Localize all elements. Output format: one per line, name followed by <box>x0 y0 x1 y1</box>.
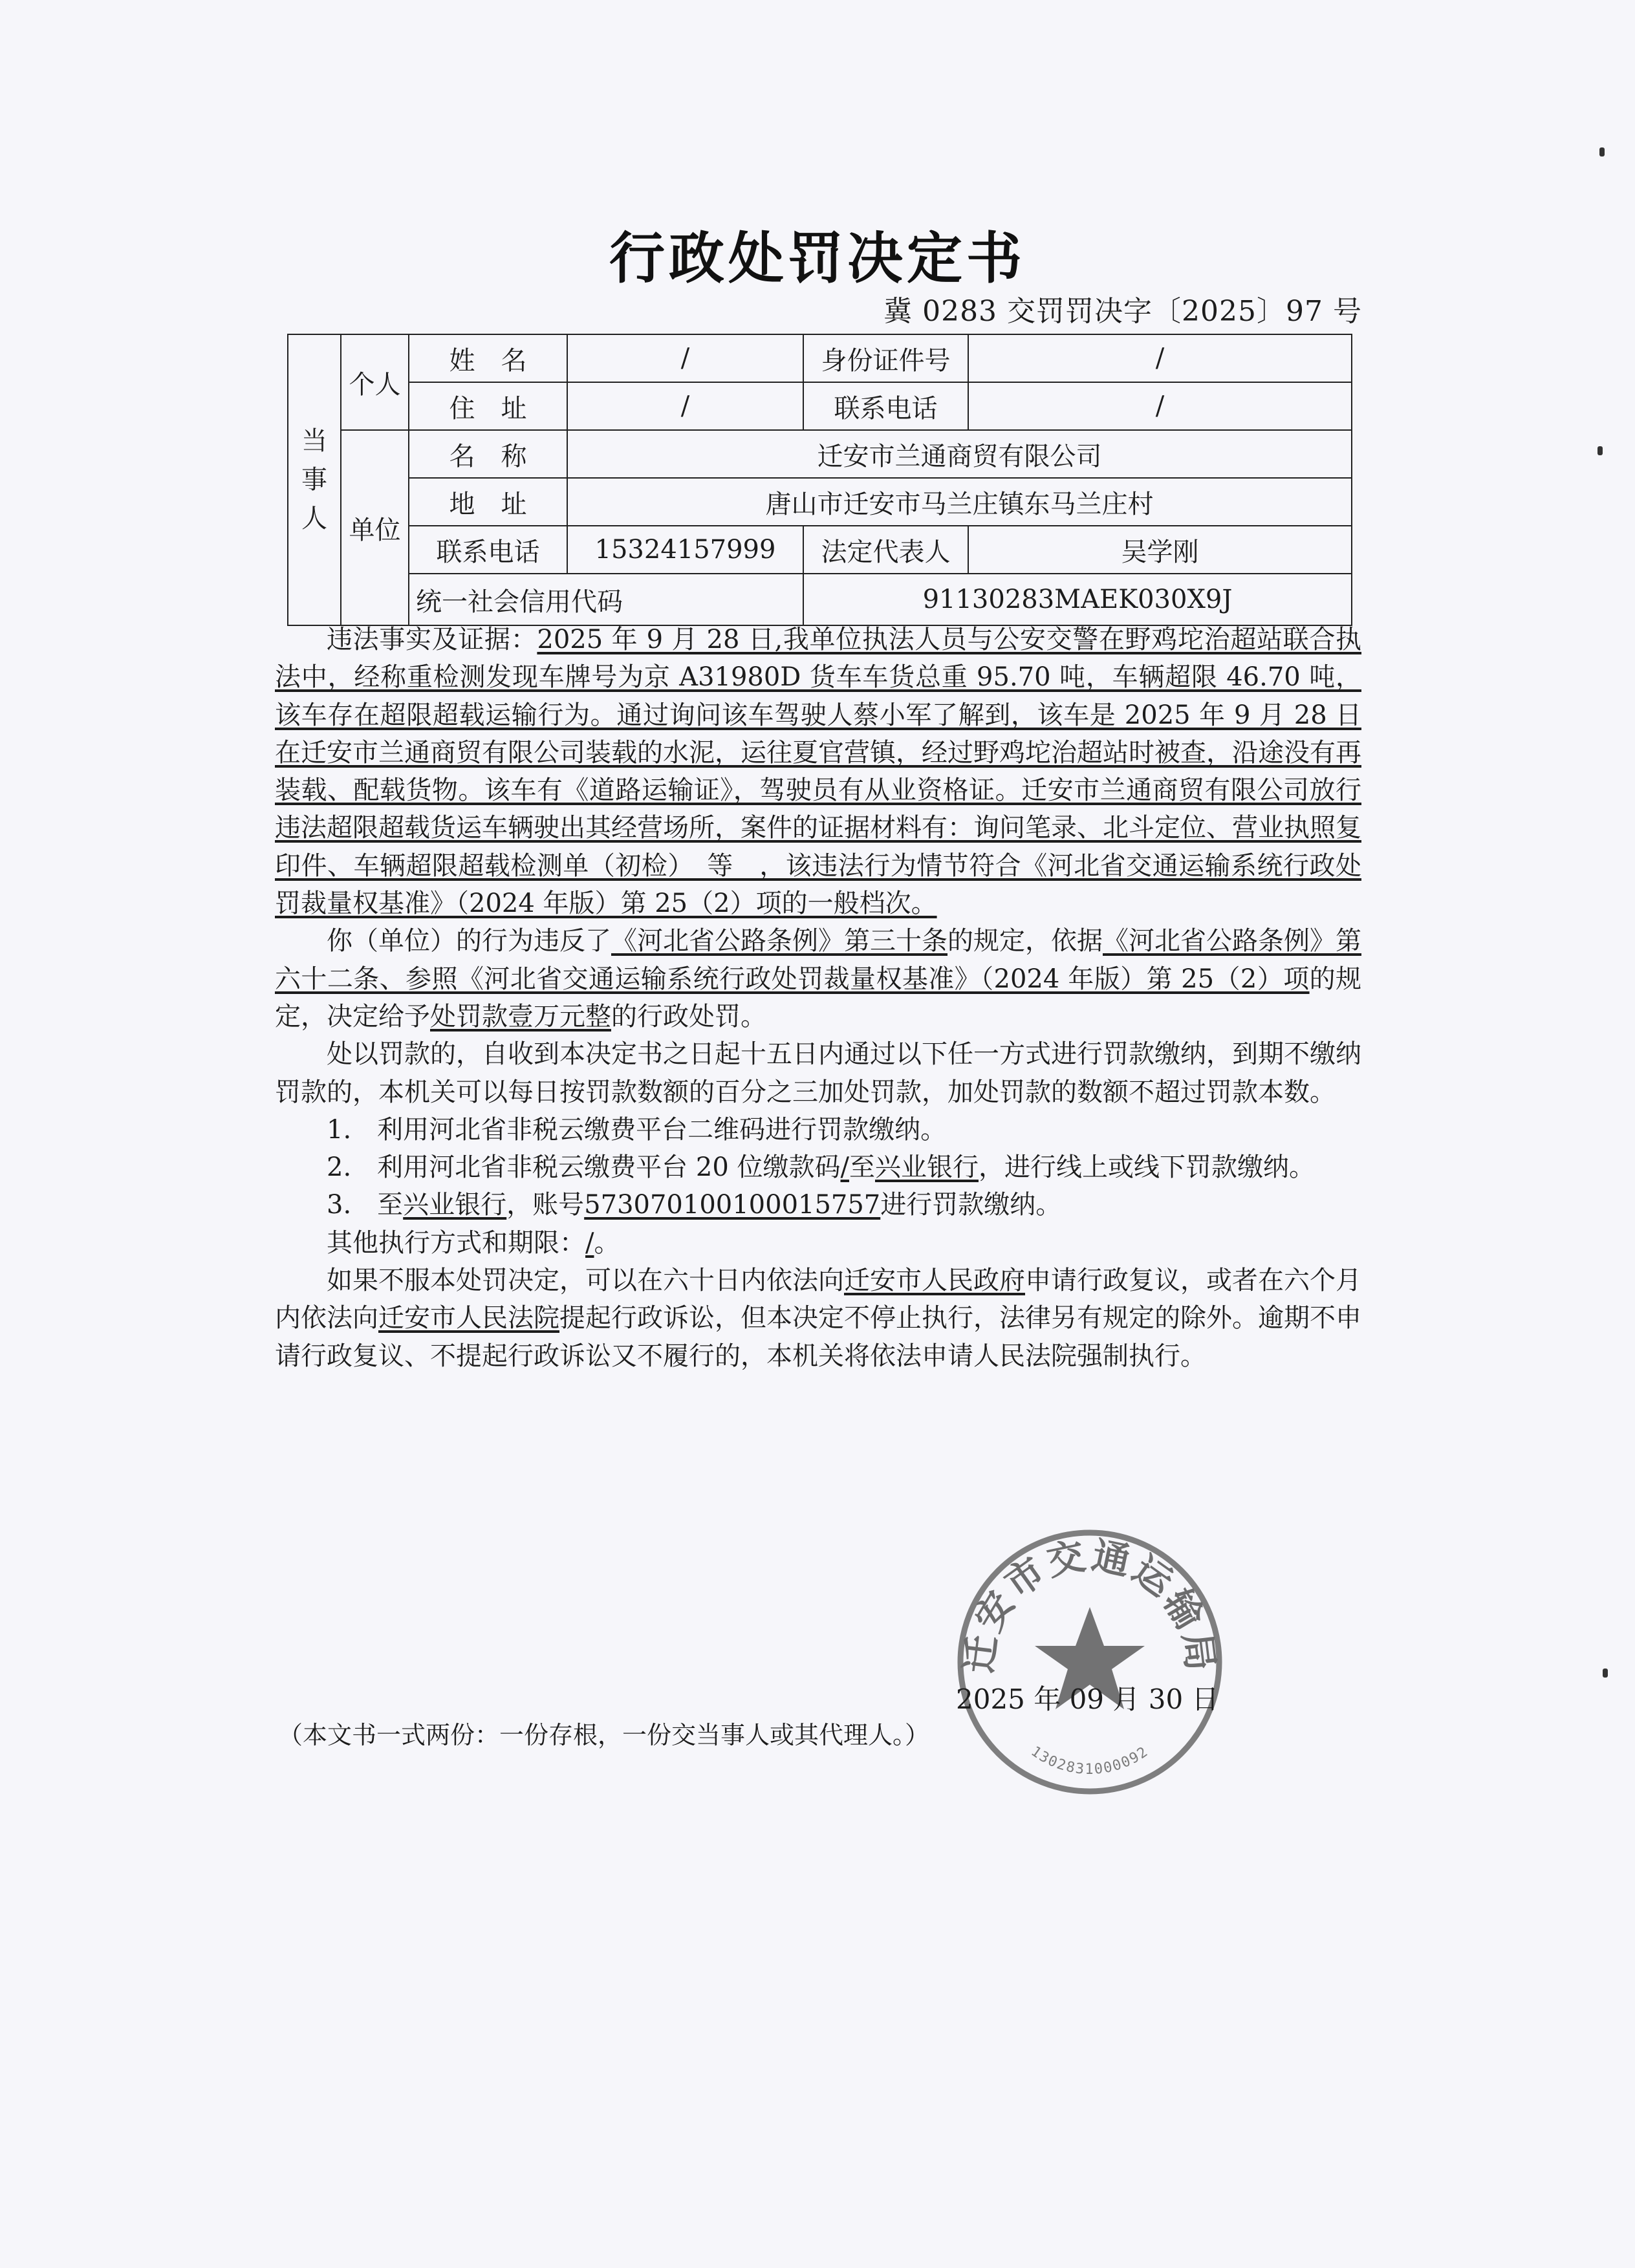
scan-speck <box>1599 147 1605 157</box>
individual-name-value: / <box>567 334 803 382</box>
unit-rep-value: 吴学刚 <box>968 526 1352 574</box>
payment-item-3-tail: 进行罚款缴纳。 <box>880 1190 1062 1220</box>
payment-item-1: 1. 利用河北省非税云缴费平台二维码进行罚款缴纳。 <box>327 1114 947 1145</box>
party-table <box>287 334 1352 626</box>
payment-bank-3: 兴业银行 <box>403 1190 507 1220</box>
decision-part3: 的规定，决定给予 <box>275 964 1362 1031</box>
payment-account: 573070100100015757 <box>584 1190 881 1220</box>
individual-address-value: / <box>567 382 803 430</box>
unit-credit-value: 91130283MAEK030X9J <box>803 574 1352 625</box>
other-execution-value: / <box>585 1227 594 1258</box>
payment-item-3-text: 3. 至 <box>327 1190 404 1220</box>
seal-text: 迁安市交通运输局 <box>956 1533 1224 1676</box>
individual-id-label: 身份证件号 <box>803 334 968 382</box>
payment-item-3-mid: ，账号 <box>506 1190 585 1220</box>
appeal-text-b: 申请行政复议，或者在六个月内依法向 <box>275 1266 1361 1334</box>
facts-paragraph <box>275 621 1361 922</box>
individual-phone-label: 联系电话 <box>803 382 968 430</box>
payment-item-2 <box>275 1149 1361 1186</box>
other-execution-label: 其他执行方式和期限： <box>327 1227 585 1258</box>
payment-item-2-to: 至 <box>849 1152 875 1183</box>
appeal-government: 迁安市人民政府 <box>844 1266 1025 1296</box>
unit-rep-label: 法定代表人 <box>803 526 968 574</box>
individual-label: 个人 <box>341 334 409 430</box>
copies-note: （本文书一式两份：一份存根，一份交当事人或其代理人。） <box>278 1721 930 1749</box>
unit-name-value: 迁安市兰通商贸有限公司 <box>567 430 1352 478</box>
payment-intro: 处以罚款的，自收到本决定书之日起十五日内通过以下任一方式进行罚款缴纳，到期不缴纳罚款的，本机关可以每日按罚款数额的百分之三加处罚款，加处罚款的数额不超过罚款本数。 <box>275 1039 1361 1107</box>
payment-item-2-text: 2. 利用河北省非税云缴费平台 20 位缴款码 <box>327 1152 841 1183</box>
individual-id-value: / <box>968 334 1352 382</box>
individual-phone-value: / <box>968 382 1352 430</box>
legal-basis: 《河北省公路条例》第六十二条、参照《河北省交通运输系统行政处罚裁量权基准》（2024 年版）第 25（2）项 <box>275 926 1361 994</box>
issue-date: 2025 年 09 月 30 日 <box>956 1683 1219 1715</box>
decision-paragraph <box>275 922 1361 1035</box>
individual-address-label: 住 址 <box>409 382 567 430</box>
page-title: 行政处罚决定书 <box>609 226 1026 291</box>
payment-item-3 <box>275 1186 1361 1224</box>
facts-text: 2025 年 9 月 28 日,我单位执法人员与公安交警在野鸡坨治超站联合执法中，经称重检测发现车牌号为京 A31980D 货车车货总重 95.70 吨，车辆超限 46.70 吨，该车存在超限超载运输行为。通过询问该车驾驶人蔡小军了解到，该车是 2025 年 9 月 28 日在迁安市兰通商贸有限公司装载的水泥，运往夏官营镇，经过野鸡坨治超站时被查，沿途没有再装载、配载货物。该车有《道路运输证》，驾驶员有从业资格证。迁安市兰通商贸有限公司放行违法超限超载货运车辆驶出其经营场所，案件的证据材料有：询问笔录、北斗定位、营业执照复印件、车辆超限超载检测单（初检） 等 ，该违法行为情节符合《河北省交通运输系统行政处罚裁量权基准》（2024 年版）第 25（2）项的一般档次。 <box>275 625 1362 919</box>
svg-text:1302831000092 <box>1028 1744 1151 1778</box>
seal-code: 1302831000092 <box>1028 1743 1152 1778</box>
individual-name-label: 姓 名 <box>409 334 567 382</box>
appeal-court: 迁安市人民法院 <box>378 1303 559 1334</box>
scan-speck <box>1603 1669 1608 1678</box>
facts-label: 违法事实及证据： <box>327 625 537 654</box>
unit-name-label: 名 称 <box>409 430 567 478</box>
decision-part1: 你（单位）的行为违反了 <box>327 926 611 956</box>
appeal-paragraph <box>275 1262 1361 1375</box>
payment-code: / <box>840 1152 849 1183</box>
decision-part2: 的规定，依据 <box>947 926 1103 956</box>
unit-phone-value: 15324157999 <box>567 526 803 574</box>
scan-speck <box>1597 446 1603 455</box>
violated-provision: 《河北省公路条例》第三十条 <box>611 926 947 956</box>
payment-bank-2: 兴业银行 <box>874 1152 979 1183</box>
penalty: 处罚款壹万元整 <box>430 1001 611 1031</box>
unit-address-value: 唐山市迁安市马兰庄镇东马兰庄村 <box>567 478 1352 526</box>
decision-part4: 的行政处罚。 <box>611 1001 766 1031</box>
unit-phone-label: 联系电话 <box>409 526 567 574</box>
other-execution <box>275 1224 1361 1262</box>
document-number: 冀 0283 交罚罚决字〔2025〕97 号 <box>883 295 1362 328</box>
other-execution-end: 。 <box>594 1227 620 1258</box>
unit-address-label: 地 址 <box>409 478 567 526</box>
party-label: 当事人 <box>288 334 341 625</box>
unit-credit-label: 统一社会信用代码 <box>409 574 803 625</box>
payment-item-2-tail: ，进行线上或线下罚款缴纳。 <box>978 1152 1315 1183</box>
appeal-text-a: 如果不服本处罚决定，可以在六十日内依法向 <box>327 1266 844 1296</box>
document-body <box>275 621 1361 1375</box>
appeal-text-c: 提起行政诉讼，但本决定不停止执行，法律另有规定的除外。逾期不申请行政复议、不提起行政诉讼又不履行的，本机关将依法申请人民法院强制执行。 <box>275 1303 1361 1371</box>
official-seal-icon <box>951 1523 1229 1801</box>
unit-label: 单位 <box>341 430 409 625</box>
